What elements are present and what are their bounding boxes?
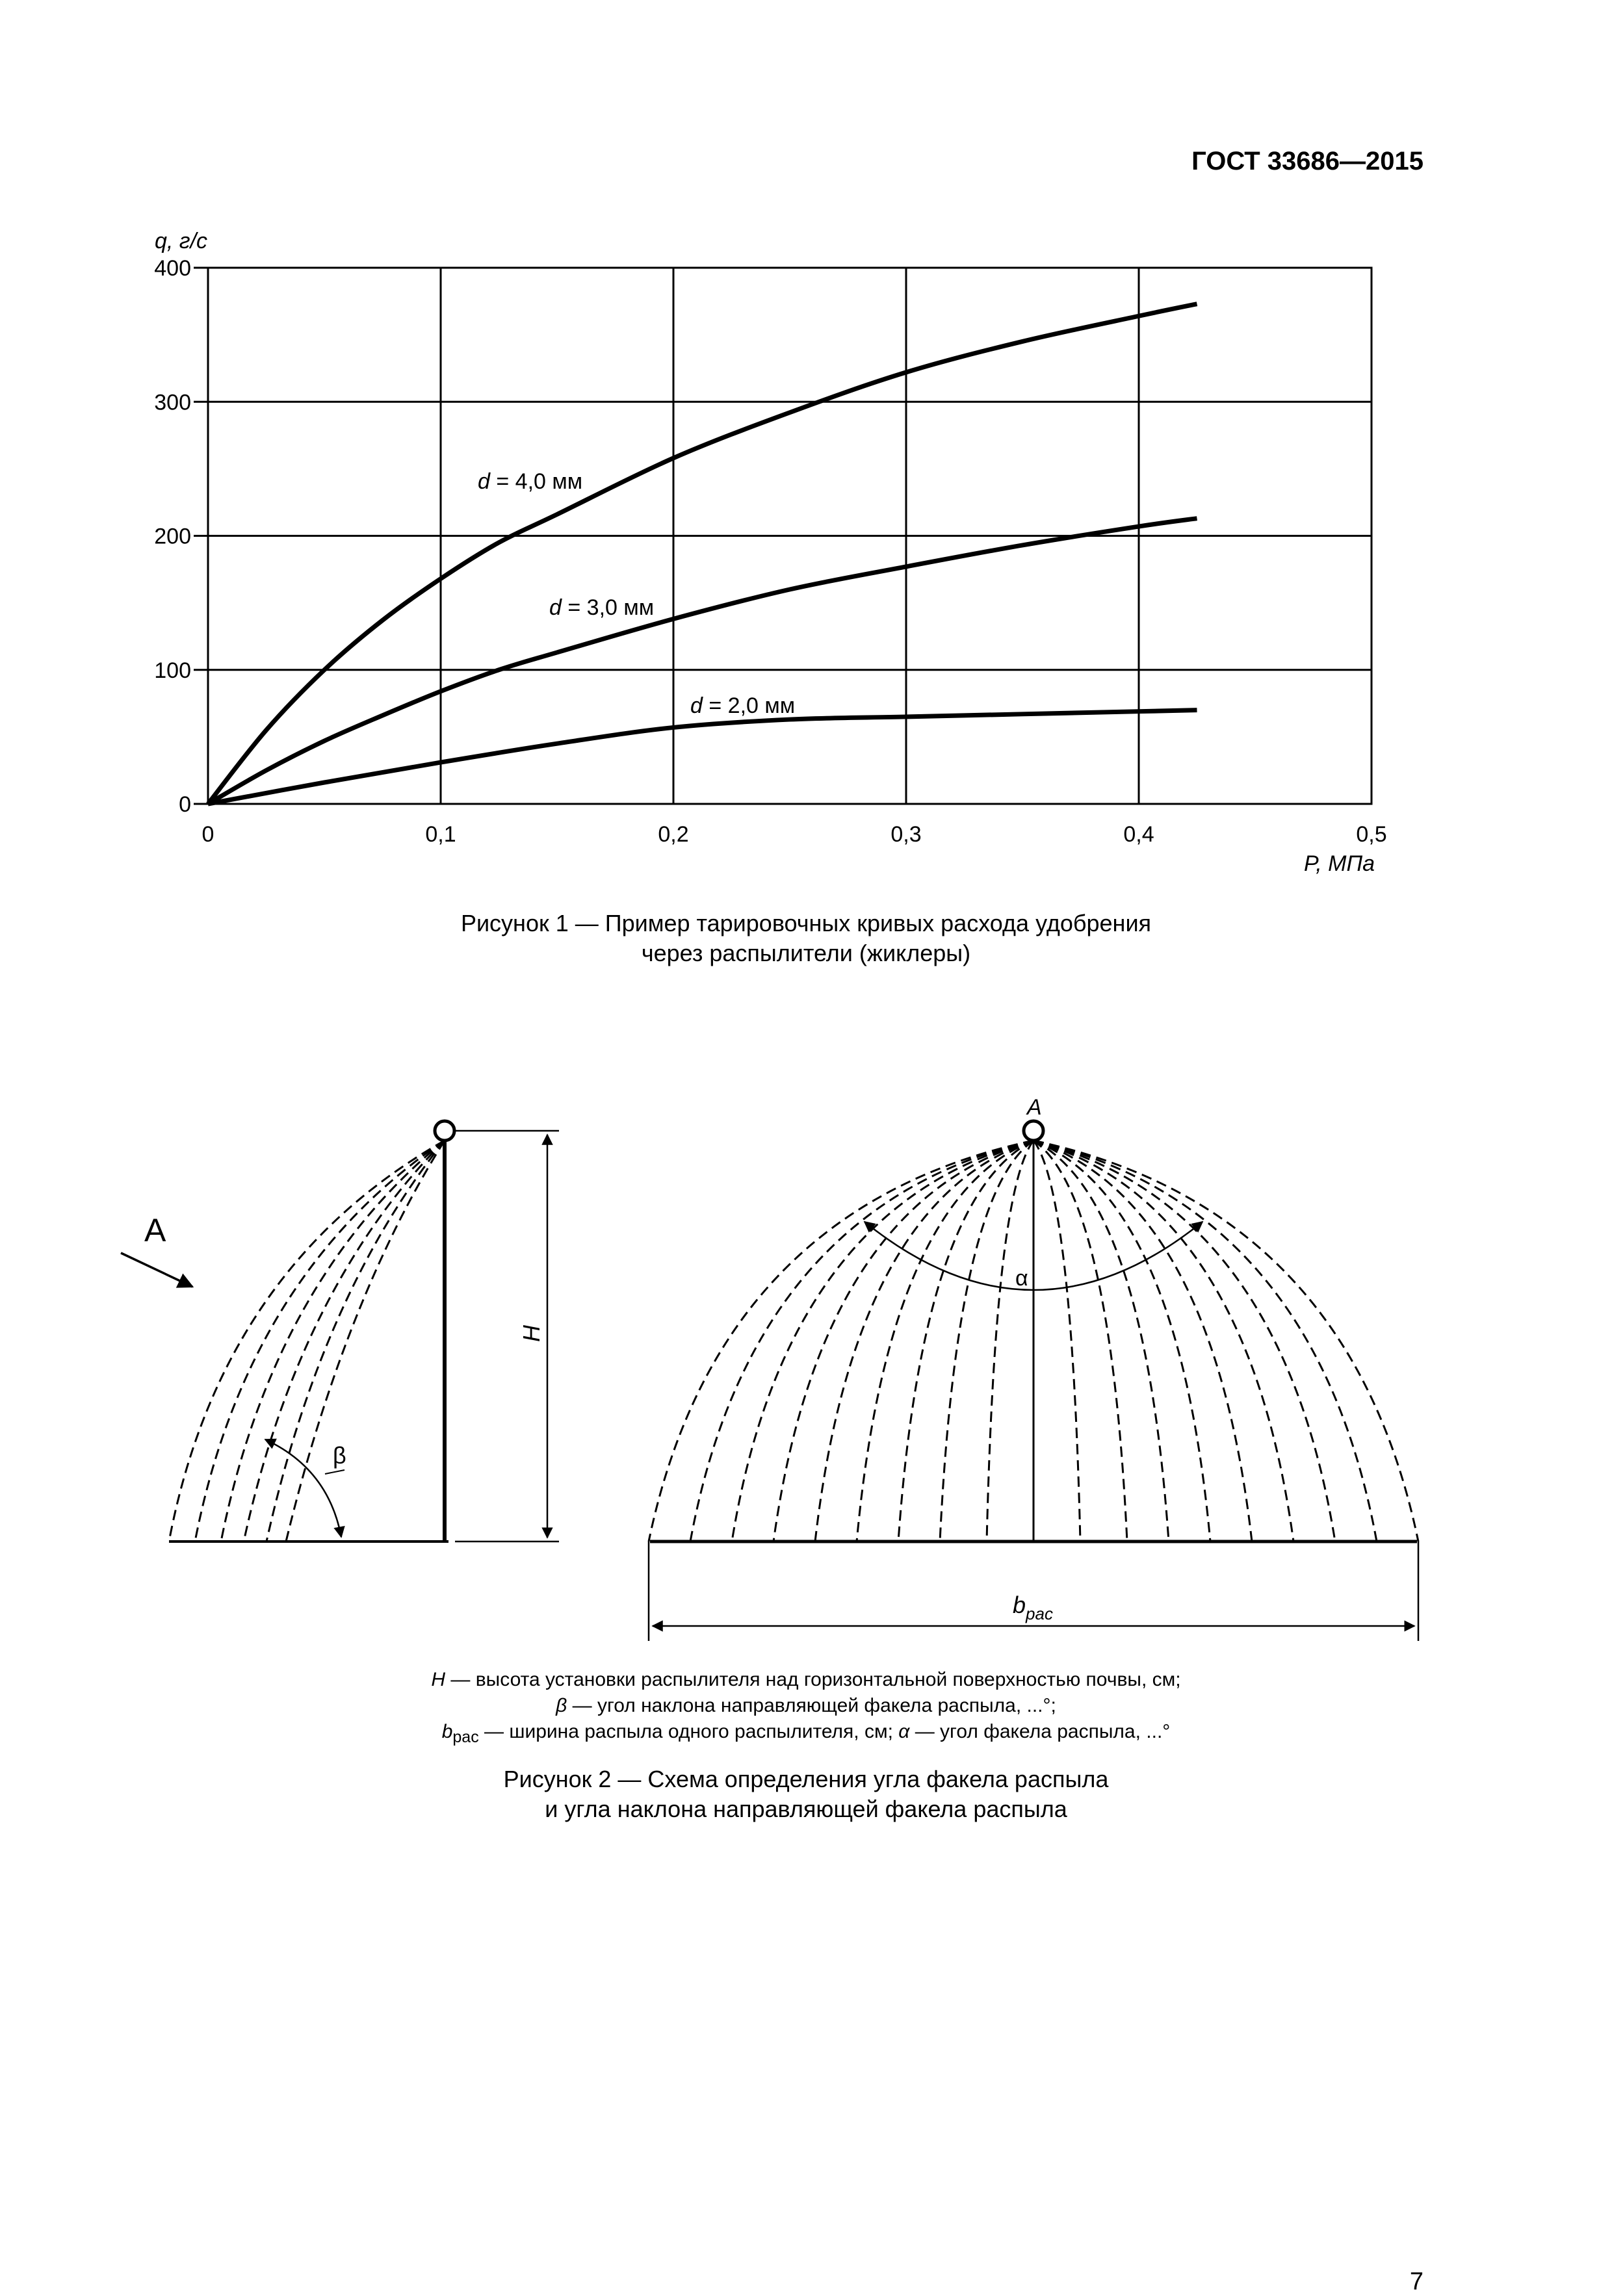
spray-jet <box>690 1141 1034 1541</box>
legend-symbol-alpha: α <box>898 1721 910 1742</box>
y-tick-label: 200 <box>154 524 191 549</box>
side-view <box>121 1121 559 1541</box>
x-tick-label: 0 <box>202 822 214 847</box>
height-label: H <box>518 1325 545 1342</box>
y-tick-label: 400 <box>154 256 191 281</box>
series-label-d3: d = 3,0 мм <box>549 595 655 620</box>
front-view <box>649 1095 1418 1641</box>
alpha-label: α <box>1015 1266 1028 1291</box>
nozzle-icon-left <box>435 1121 454 1141</box>
width-label: $b_{рас}$ <box>1013 1592 1053 1623</box>
figure2-legend <box>0 1667 1612 1750</box>
legend-line-1: H — высота установки распылителя над горизонтальной поверхностью почвы, см; <box>431 1669 1181 1690</box>
series-label-d2: d = 2,0 мм <box>690 693 796 718</box>
figure2-caption-line2: и угла наклона направляющей факела распыла <box>545 1796 1067 1822</box>
y-tick-label: 100 <box>154 658 191 683</box>
y-tick-label: 0 <box>179 792 191 817</box>
chart-series <box>208 304 1197 804</box>
spray-jet <box>857 1141 1034 1541</box>
series-label-d4: d = 4,0 мм <box>478 469 583 494</box>
y-tick-label: 300 <box>154 390 191 415</box>
legend-symbol-h: H <box>431 1669 446 1690</box>
y-axis-label: q, г/с <box>155 229 208 253</box>
point-label: A <box>1027 1095 1042 1120</box>
chart-grid <box>208 268 1372 804</box>
spray-jet <box>1034 1141 1210 1541</box>
spray-jets-left <box>169 1141 445 1541</box>
figure1-caption-line1: Рисунок 1 — Пример тарировочных кривых расхода удобрения <box>460 910 1152 936</box>
document-header: ГОСТ 33686—2015 <box>1191 147 1424 175</box>
chart-ticks <box>154 256 1386 847</box>
spray-jet <box>649 1141 1034 1541</box>
spray-jet <box>1034 1141 1169 1541</box>
series-line-1 <box>208 519 1197 804</box>
beta-label: β <box>333 1442 346 1469</box>
figure2-caption-line1: Рисунок 2 — Схема определения угла факела распыла <box>503 1766 1109 1792</box>
spray-jet <box>1034 1141 1418 1541</box>
x-axis-label: P, МПа <box>1303 851 1375 876</box>
view-direction-arrow <box>121 1253 192 1287</box>
legend-symbol-beta: β <box>556 1695 567 1716</box>
page-number: 7 <box>1409 2268 1424 2295</box>
beta-arc <box>265 1439 341 1537</box>
x-tick-label: 0,1 <box>425 822 456 847</box>
beta-leader <box>325 1470 344 1474</box>
legend-symbol-b: b <box>441 1721 453 1742</box>
x-tick-label: 0,2 <box>658 822 689 847</box>
spray-diagram <box>0 1072 1612 1690</box>
spray-jet <box>987 1141 1034 1541</box>
legend-line-3: $b_{рас}$ — ширина распыла одного распылителя, см; α — угол факела распыла, ...° <box>441 1721 1171 1746</box>
spray-jet <box>940 1141 1034 1541</box>
nozzle-icon-right <box>1024 1121 1043 1141</box>
spray-jet <box>1034 1141 1377 1541</box>
spray-jet <box>1034 1141 1127 1541</box>
figure1-caption-line2: через распылители (жиклеры) <box>641 940 971 966</box>
x-tick-label: 0,5 <box>1356 822 1387 847</box>
spray-jet <box>898 1141 1034 1541</box>
spray-jet <box>1034 1141 1080 1541</box>
view-direction-label: A <box>144 1212 166 1248</box>
calibration-chart <box>0 0 1612 910</box>
figure1-caption <box>0 909 1612 968</box>
legend-line-2: β — угол наклона направляющей факела распыла, ...°; <box>556 1695 1056 1716</box>
x-tick-label: 0,4 <box>1123 822 1154 847</box>
x-tick-label: 0,3 <box>890 822 922 847</box>
figure2-caption <box>0 1764 1612 1824</box>
